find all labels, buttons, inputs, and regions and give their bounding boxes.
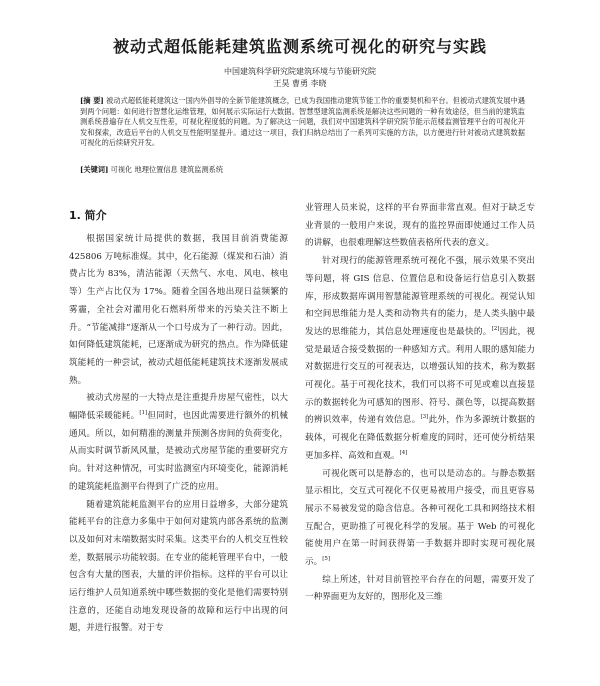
citation-ref: [1] [139, 410, 148, 417]
abstract [80, 96, 525, 149]
affiliation: 中国建筑科学研究院建筑环境与节能研究院 [224, 67, 376, 76]
paragraph-text: 但同时，也因此需要进行额外的机械通风。所以，如何精准的测量并预测各房间的负荷变化，从而实时调节新风风量，是被动式房屋节能的重要研究方向。针对这种情况，可实时监测室内环境变化，能源消耗的建筑能耗监测平台得到了广泛的应用。 [69, 411, 288, 492]
keywords [80, 165, 525, 175]
paragraph-text: 此外，作为多源统计数据的载体，可视化在降低数据分析难度的同时，还可使分析结果更加多样、高效和直观。 [305, 415, 535, 461]
section-heading: 1. 简介 [69, 209, 107, 222]
paragraph-text: 可视化既可以是静态的，也可以是动态的。与静态数据显示相比，交互式可视化不仅更易被用户接受，而且更容易展示不易被发觉的隐含信息。各种可视化工具和网络技术相互配合，更助推了可视化科学的发展。基于 Web 的可视化能使用户在第一时间获得第一手数据并即时实现可视化展示。 [305, 468, 535, 568]
left-column [69, 200, 288, 638]
paragraph [305, 253, 535, 465]
citation-ref: [2] [491, 326, 500, 333]
paragraph: 随着建筑能耗监测平台的应用日益增多，大部分建筑能耗平台的注意力多集中于如何对建筑内部各系统的监测以及如何对末端数据实时采集。这类平台的人机交互性较差，数据展示功能较弱。在专业的能耗管理平台中，一般包含有大量的图表，大量的评价指标。这样的平台可以让运行维护人员知道系统中哪些数据的变化是他们需要特别注意的，还能自动地发现设备的故障和运行中出现的问题，并进行报警。对于专 [69, 499, 288, 634]
paragraph: 综上所述，针对目前管控平台存在的问题，需要开发了一种界面更为友好的，图形化及三维 [305, 574, 535, 603]
right-column [305, 200, 535, 607]
abstract-label: [摘 要] [80, 96, 104, 105]
paragraph-text: 被动式房屋的一大特点是注重提升房屋气密性，以大幅降低采暖能耗。 [69, 393, 288, 422]
keywords-text: 可视化 地理位置信息 建筑监测系统 [110, 165, 224, 174]
paragraph: 根据国家统计局提供的数据，我国目前消费能源 425806 万吨标准煤。其中，化石能源（煤炭和石油）消费占比为 83%，清洁能源（天然气、水电、风电、核电等）生产占比仅为 17%。随着全国各地出现日益频繁的雾霾，全社会对灌用化石燃料所带来的污染关注不断上升。“节能减排”逐渐从一个口号成为了一种行动。因此，如何降低建筑能耗，已逐渐成为研究的热点。作为降低建筑能耗的一种尝试，被动式超低能耗建筑技术逐渐发展成熟。 [69, 234, 288, 386]
paper-title: 被动式超低能耗建筑监测系统可视化的研究与实践 [112, 37, 487, 56]
paragraph [69, 390, 288, 496]
author-list: 王昊 曹勇 李晓 [273, 79, 327, 88]
paragraph-text: 针对现行的能源管理系统可视化不强，展示效果不突出等问题，将 GIS 信息、位置信息和设备运行信息引入数据库，形成数据库调用智慧能源管理系统的可视化。视觉认知和空间思维能力是人类和动物共有的能力，是人类头脑中最发达的思维能力，其信息处理速度也是最快的。 [305, 256, 535, 337]
citation-ref: [5] [322, 556, 330, 563]
paragraph-text: 因此，视觉是最适合接受数据的一种感知方式。利用人眼的感知能力对数据进行交互的可视表达，以增强认知的技术，称为数据可视化。基于可视化技术，我们可以将不可见或难以直接显示的数据转化为可感知的图形、符号、颜色等，以提高数据的辨识效率，传递有效信息。 [305, 326, 535, 426]
paragraph [305, 466, 535, 572]
keywords-label: [关键词] [80, 165, 109, 174]
paragraph: 业管理人员来说，这样的平台界面非常直观。但对于缺乏专业背景的一般用户来说，现有的监控界面即使通过工作人员的讲解，也很难理解这些数值表格所代表的意义。 [305, 203, 535, 249]
abstract-text: 被动式超低能耗建筑这一国内外倡导的全新节能建筑概念，已成为我国推动建筑节能工作的重要契机和平台。但被动式建筑发展中遇到两个问题：如何进行智慧化运维管理，如何展示实际运行大数据。智慧型建筑监测系统是解决这些问题的一种有效途径，但当前的建筑监测系统普遍存在人机交互性差，可视化程度低的问题。为了解决这一问题，我们对中国建筑科学研究院节能示范楼监测管理平台的可视化开发和探索，改造后平台的人机交互性能明显提升。通过这一项目，我们归纳总结出了一系列可实施的方法，以方便进行针对被动式建筑数据可视化的后续研究开发。 [80, 96, 525, 148]
citation-ref: [3] [420, 414, 429, 421]
citation-ref: [4] [399, 449, 408, 456]
